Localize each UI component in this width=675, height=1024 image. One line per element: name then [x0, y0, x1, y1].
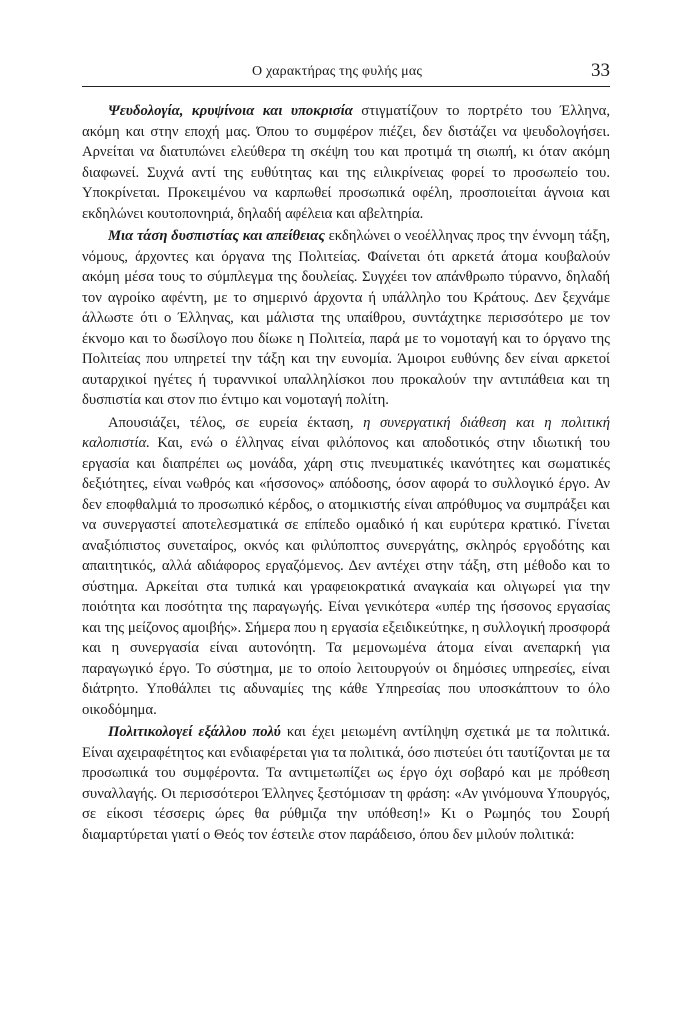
book-page [82, 60, 610, 845]
paragraph-text: Απουσιάζει, τέλος, σε ευρεία έκταση, [108, 414, 364, 431]
paragraph-lead: Ψευδολογία, κρυψίνοια και υποκρισία [108, 103, 353, 119]
page-number: 33 [591, 60, 610, 81]
paragraph [82, 413, 610, 721]
running-header [82, 60, 610, 87]
paragraph [82, 101, 610, 224]
chapter-title: Ο χαρακτήρας της φυλής μας [252, 64, 423, 79]
body-text [82, 101, 610, 845]
paragraph [82, 722, 610, 845]
paragraph-lead: Μια τάση δυσπιστίας και απείθειας [108, 228, 325, 244]
paragraph-text: στιγματίζουν το πορτρέτο του Έλληνα, ακόμη και στην εποχή μας. Όπου το συμφέρον πιέζει, δεν διστάζει να ψευδολογήσει. Αρνείται να διατυπώνει ελεύθερα τη σκέψη του και προτιμά τη σιωπή, κι όταν ακόμη διαφωνεί. Συχνά αντί της ευθύτητας και της ειλικρίνειας φορεί το προσωπείο του. Υποκρίνεται. Προκειμένου να καρπωθεί προσωπικά οφέλη, προσποιείται άγνοια και εκδηλώνει κουτοπονηριά, δηλαδή αφέλεια και αβελτηρία. [82, 103, 610, 222]
paragraph-text: εκδηλώνει ο νεοέλληνας προς την έννομη τάξη, νόμους, άρχοντες και όργανα της Πολιτείας. Φαίνεται ότι αρκετά άτομα κουβαλούν ακόμη μέσα τους το σύμπλεγμα της δουλείας. Συγχέει τον απάνθρωπο τύραννο, δηλαδή τον αγροίκο αφέντη, με το σημερινό άρχοντα ή υπάλληλο του Κράτους. Δεν ξεχνάμε άλλωστε ότι ο Έλληνας, και μάλιστα της υπαίθρου, συντάχτηκε περισσότερο με τον έκνομο και το δωσίλογο που δίωκε η Πολιτεία, παρά με το νομοταγή και το όργανο της Πολιτείας που υπηρετεί την τάξη και την ευνομία. Άμοιροι ευθύνης δεν είναι αρκετοί αυταρχικοί ηγέτες ή τυραννικοί υπαλληλίσκοι που προκαλούν την αντιπάθεια και τη δυσπιστία και στον πιο έντιμο και νομοταγή πολίτη. [82, 228, 610, 408]
paragraph-lead: Πολιτικολογεί εξάλλου πολύ [108, 724, 281, 740]
emphasized-phrase: η συνεργατική διάθεση και η πολιτική καλοπιστία. [82, 414, 610, 451]
paragraph [82, 226, 610, 411]
paragraph-text: Και, ενώ ο έλληνας είναι φιλόπονος και αποδοτικός στην ιδιωτική του εργασία και διαπρέπει ως μονάδα, χάρη στις πνευματικές ικανότητες και σωματικές δεξιότητες, είναι νωθρός και «ήσσονος» απόδοσης, όσον αφορά το συλλογικό έργο. Αν δεν εποφθαλμιά το προσωπικό κέρδος, ο ατομικιστής είναι απρόθυμος να συμπράξει και να συνεργαστεί αποτελεσματικά σε επίπεδο ομαδικό ή και ευρύτερα κρατικό. Γίνεται αναξιόπιστος συνεταίρος, οκνός και φιλύποπτος συνεργάτης, σκληρός εργοδότης και απαιτητικός, αλλά αδιάφορος εργαζόμενος. Δεν αντέχει στην τάξη, στη μέθοδο και το σύστημα. Αρκείται στα τυπικά και γραφειοκρατικά αναγκαία και ολιγωρεί για την ποιότητα και ποσότητα της παραγωγής. Είναι γενικότερα «υπέρ της ήσσονος εργασίας και της μείζονος αμοιβής». Σήμερα που η εργασία εξειδικεύτηκε, η συλλογική προσφορά και η συνεργασία είναι αυτονόητη. Τα μεμονωμένα άτομα είναι ανεπαρκή για παραγωγικό έργο. Το σύστημα, με το οποίο λειτουργούν οι δημόσιες υπηρεσίες, είναι διάτρητο. Υποθάλπει τις αδυναμίες της κάθε Υπηρεσίας που υποσκάπτουν το όλο οικοδόμημα. [82, 435, 610, 718]
paragraph-text: και έχει μειωμένη αντίληψη σχετικά με τα πολιτικά. Είναι αχειραφέτητος και ενδιαφέρεται για τα πολιτικά, όσο πιστεύει ότι ταυτίζονται με τα προσωπικά του συμφέροντα. Τα αντιμετωπίζει ως έργο όχι σοβαρό και με πρόθεση συναλλαγής. Οι περισσότεροι Έλληνες ξεστόμισαν τη φράση: «Αν γινόμουνα Υπουργός, σε είκοσι τέσσερις ώρες θα ρύθμιζα την υπόθεση!» Κι ο Ρωμηός του Σουρή διαμαρτύρεται γιατί ο Θεός τον έστειλε στον παράδεισο, όπου δεν μιλούν πολιτικά: [82, 724, 610, 843]
